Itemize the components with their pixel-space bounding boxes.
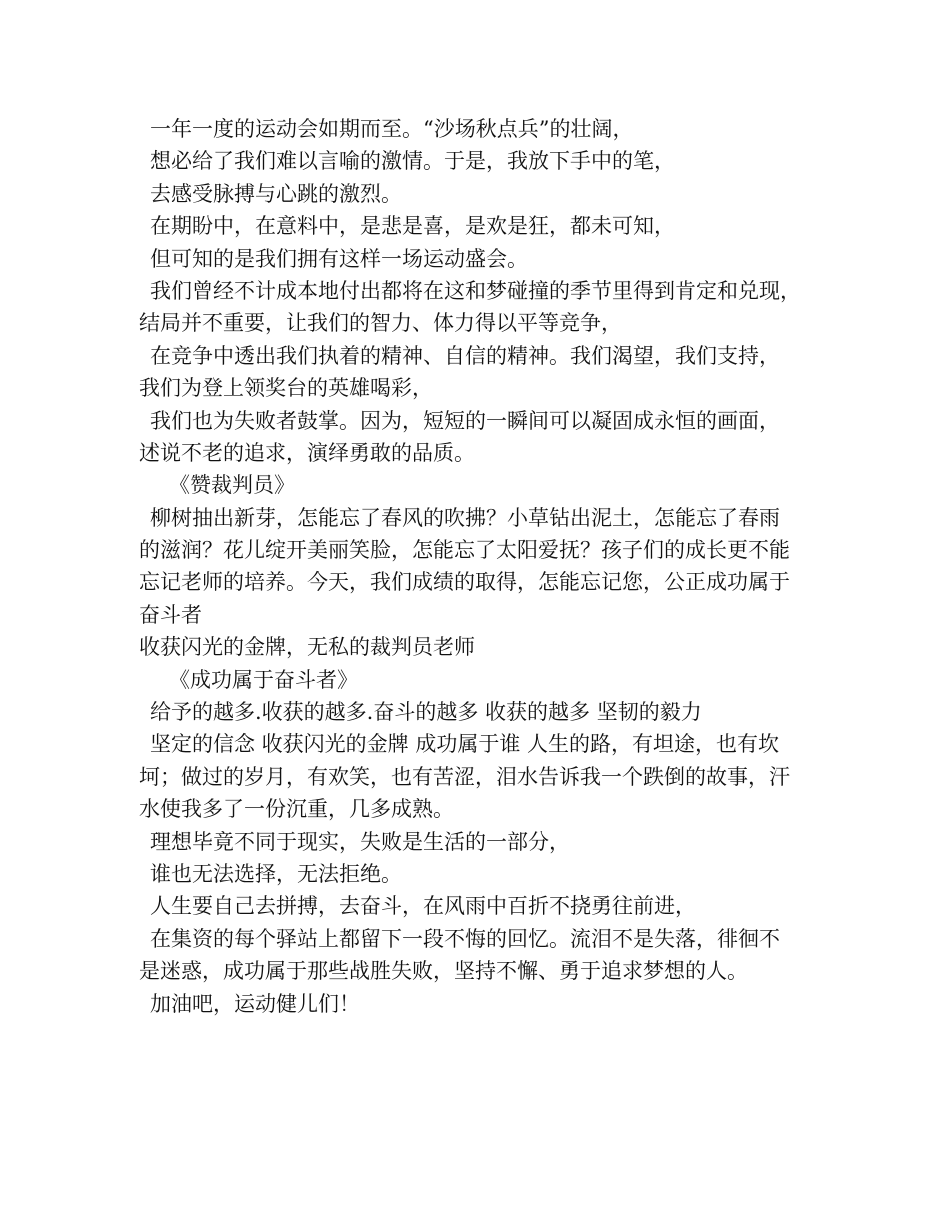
text-line: 在竞争中透出我们执着的精神、自信的精神。我们渴望，我们支持， (150, 343, 780, 368)
text-line: 述说不老的追求，演绎勇敢的品质。 (139, 440, 475, 465)
text-line: 一年一度的运动会如期而至。“沙场秋点兵”的壮阔， (150, 117, 634, 141)
text-line: 谁也无法选择，无法拒绝。 (150, 861, 402, 886)
text-line: 我们也为失败者鼓掌。因为，短短的一瞬间可以凝固成永恒的画面， (150, 408, 780, 433)
text-line: 坷；做过的岁月，有欢笑，也有苦涩，泪水告诉我一个跌倒的故事，汗 (139, 764, 790, 789)
text-line: 但可知的是我们拥有这样一场运动盛会。 (150, 246, 528, 271)
text-line: 坚定的信念 收获闪光的金牌 成功属于谁 人生的路，有坦途，也有坎 (150, 732, 780, 757)
text-line: 在期盼中，在意料中，是悲是喜，是欢是狂，都未可知， (150, 214, 675, 239)
text-line: 我们曾经不计成本地付出都将在这和梦碰撞的季节里得到肯定和兑现， (150, 278, 801, 303)
text-line: 想必给了我们难以言喻的激情。于是，我放下手中的笔， (150, 149, 675, 174)
text-line: 是迷惑，成功属于那些战胜失败，坚持不懈、勇于追求梦想的人。 (139, 959, 748, 984)
text-line: 的滋润？花儿绽开美丽笑脸，怎能忘了太阳爱抚？孩子们的成长更不能 (139, 538, 790, 563)
text-line: 柳树抽出新芽，怎能忘了春风的吹拂？小草钻出泥土，怎能忘了春雨 (150, 505, 780, 530)
text-line: 收获闪光的金牌，无私的裁判员老师 (139, 635, 475, 660)
text-line: 在集资的每个驿站上都留下一段不悔的回忆。流泪不是失落，徘徊不 (150, 926, 780, 951)
text-line: 给予的越多.收获的越多.奋斗的越多 收获的越多 坚韧的毅力 (150, 700, 702, 725)
text-line: 理想毕竟不同于现实，失败是生活的一部分， (150, 829, 570, 854)
text-line: 加油吧，运动健儿们！ (150, 991, 360, 1016)
section-heading-success: 《成功属于奋斗者》 (169, 667, 358, 692)
text-line: 去感受脉搏与心跳的激烈。 (150, 181, 402, 206)
text-line: 奋斗者 (139, 602, 202, 627)
section-heading-referee: 《赞裁判员》 (169, 473, 295, 498)
document-body (139, 113, 829, 1020)
text-line: 忘记老师的培养。今天，我们成绩的取得，怎能忘记您，公正成功属于 (139, 570, 790, 595)
text-line: 水使我多了一份沉重，几多成熟。 (139, 797, 454, 822)
text-line: 我们为登上领奖台的英雄喝彩， (139, 376, 433, 401)
text-line: 结局并不重要，让我们的智力、体力得以平等竞争， (139, 311, 622, 336)
text-line: 人生要自己去拼搏，去奋斗，在风雨中百折不挠勇往前进， (150, 894, 696, 919)
